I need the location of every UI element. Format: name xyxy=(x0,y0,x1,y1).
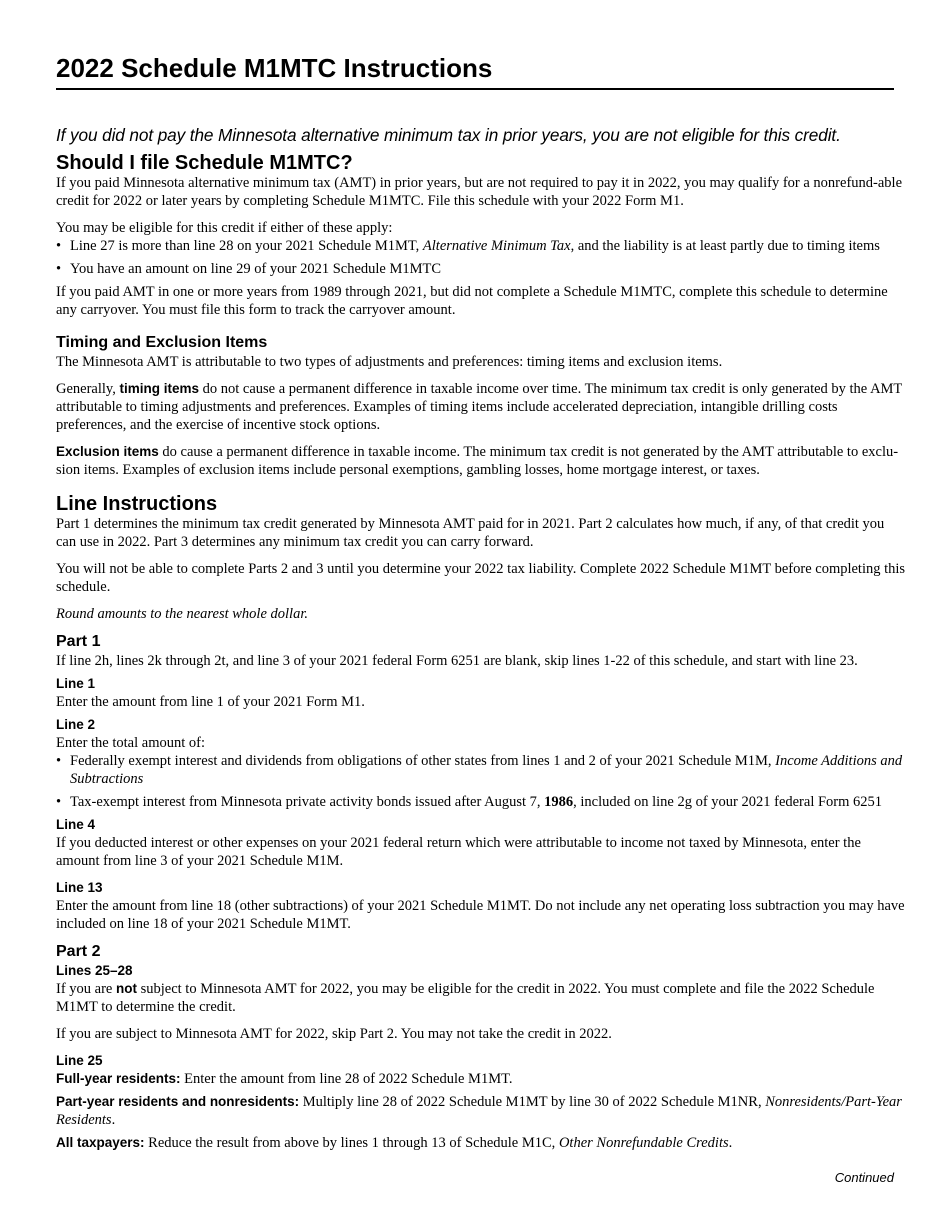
part-1-heading: Part 1 xyxy=(56,633,101,650)
line-4-heading: Line 4 xyxy=(56,817,96,832)
timing-paragraph-3: Exclusion items do cause a permanent difference in taxable income. The minimum tax credit is not generated by the AMT attributable to exclu-sion items. Examples of exclusion items include personal exemptions, gambling losses, home mortgage interest, or taxes. xyxy=(56,444,899,478)
all-taxpayers: All taxpayers: Reduce the result from above by lines 1 through 13 of Schedule M1C, Other Nonrefundable Credits. xyxy=(56,1135,733,1151)
rounding-note: Round amounts to the nearest whole dollar. xyxy=(56,606,308,622)
should-file-paragraph-2: You may be eligible for this credit if either of these apply: xyxy=(56,220,393,236)
eligibility-list xyxy=(56,237,906,278)
page-title: 2022 Schedule M1MTC Instructions xyxy=(56,52,894,90)
line-instructions-paragraph-2: You will not be able to complete Parts 2 and 3 until you determine your 2022 tax liability. Complete 2022 Schedule M1MT before completing this schedule. xyxy=(56,561,906,595)
line-2-heading: Line 2 xyxy=(56,717,96,732)
part-2-paragraph-2: If you are subject to Minnesota AMT for 2022, skip Part 2. You may not take the credit in 2022. xyxy=(56,1026,612,1042)
line-2-list xyxy=(56,752,906,811)
lines-25-28-heading: Lines 25–28 xyxy=(56,963,133,978)
section-heading-timing: Timing and Exclusion Items xyxy=(56,334,268,351)
timing-paragraph-1: The Minnesota AMT is attributable to two types of adjustments and preferences: timing items and exclusion items. xyxy=(56,354,723,370)
part-1-intro: If line 2h, lines 2k through 2t, and line 3 of your 2021 federal Form 6251 are blank, skip lines 1-22 of this schedule, and start with line 23. xyxy=(56,653,858,669)
continued-label: Continued xyxy=(834,1170,894,1185)
part-year-residents: Part-year residents and nonresidents: Multiply line 28 of 2022 Schedule M1MT by line 30 of 2022 Schedule M1NR, Nonresidents/Part-Year Residents. xyxy=(56,1094,902,1128)
line-2-text: Enter the total amount of: xyxy=(56,735,205,751)
eligibility-banner: If you did not pay the Minnesota alternative minimum tax in prior years, you are not eligible for this credit. xyxy=(56,125,841,145)
line-instructions-paragraph-1: Part 1 determines the minimum tax credit generated by Minnesota AMT paid for in 2021. Part 2 calculates how much, if any, of that credit you can use in 2022. Part 3 determines any minimum tax credit you can carry forward. xyxy=(56,516,885,550)
line-25-heading: Line 25 xyxy=(56,1053,103,1068)
timing-paragraph-2: Generally, timing items do not cause a permanent difference in taxable income over time. The minimum tax credit is only generated by the AMT attributable to timing adjustments and preferences. Examples of timing items include accelerated depreciation, intangible drilling costs preferences, and the exercise of incentive stock options. xyxy=(56,381,903,433)
line-1-text: Enter the amount from line 1 of your 2021 Form M1. xyxy=(56,694,365,710)
part-2-heading: Part 2 xyxy=(56,943,101,960)
line-13-heading: Line 13 xyxy=(56,880,103,895)
should-file-paragraph-3: If you paid AMT in one or more years from 1989 through 2021, but did not complete a Schedule M1MTC, complete this schedule to determine any carryover. You must file this form to track the carryover amount. xyxy=(56,284,888,318)
eligibility-item-2: • You have an amount on line 29 of your 2021 Schedule M1MTC xyxy=(56,260,906,278)
line-1-heading: Line 1 xyxy=(56,676,96,691)
line-2-item-1: • Federally exempt interest and dividends from obligations of other states from lines 1 and 2 of your 2021 Schedule M1M, Income Additions and Subtractions xyxy=(56,752,906,788)
section-heading-line-instructions: Line Instructions xyxy=(56,493,218,515)
line-2-item-2: • Tax-exempt interest from Minnesota private activity bonds issued after August 7, 1986, included on line 2g of your 2021 federal Form 6251 xyxy=(56,793,906,811)
section-heading-should-file: Should I file Schedule M1MTC? xyxy=(56,152,353,174)
line-4-text: If you deducted interest or other expenses on your 2021 federal return which were attributable to income not taxed by Minnesota, enter the amount from line 3 of your 2021 Schedule M1M. xyxy=(56,835,861,869)
eligibility-item-1: • Line 27 is more than line 28 on your 2021 Schedule M1MT, Alternative Minimum Tax, and the liability is at least partly due to timing items xyxy=(56,237,906,255)
part-2-paragraph-1: If you are not subject to Minnesota AMT for 2022, you may be eligible for the credit in 2022. You must complete and file the 2022 Schedule M1MT to determine the credit. xyxy=(56,981,875,1015)
should-file-paragraph-1: If you paid Minnesota alternative minimum tax (AMT) in prior years, but are not required to pay it in 2022, you may qualify for a nonrefund-able credit for 2022 or later years by completing Schedule M1MTC. File this schedule with your 2022 Form M1. xyxy=(56,175,903,209)
line-13-text: Enter the amount from line 18 (other subtractions) of your 2021 Schedule M1MT. Do not include any net operating loss subtraction you may have included on line 18 of your 2021 Schedule M1MT. xyxy=(56,898,905,932)
instructions-page xyxy=(56,52,906,1185)
full-year-residents: Full-year residents: Enter the amount from line 28 of 2022 Schedule M1MT. xyxy=(56,1071,513,1087)
